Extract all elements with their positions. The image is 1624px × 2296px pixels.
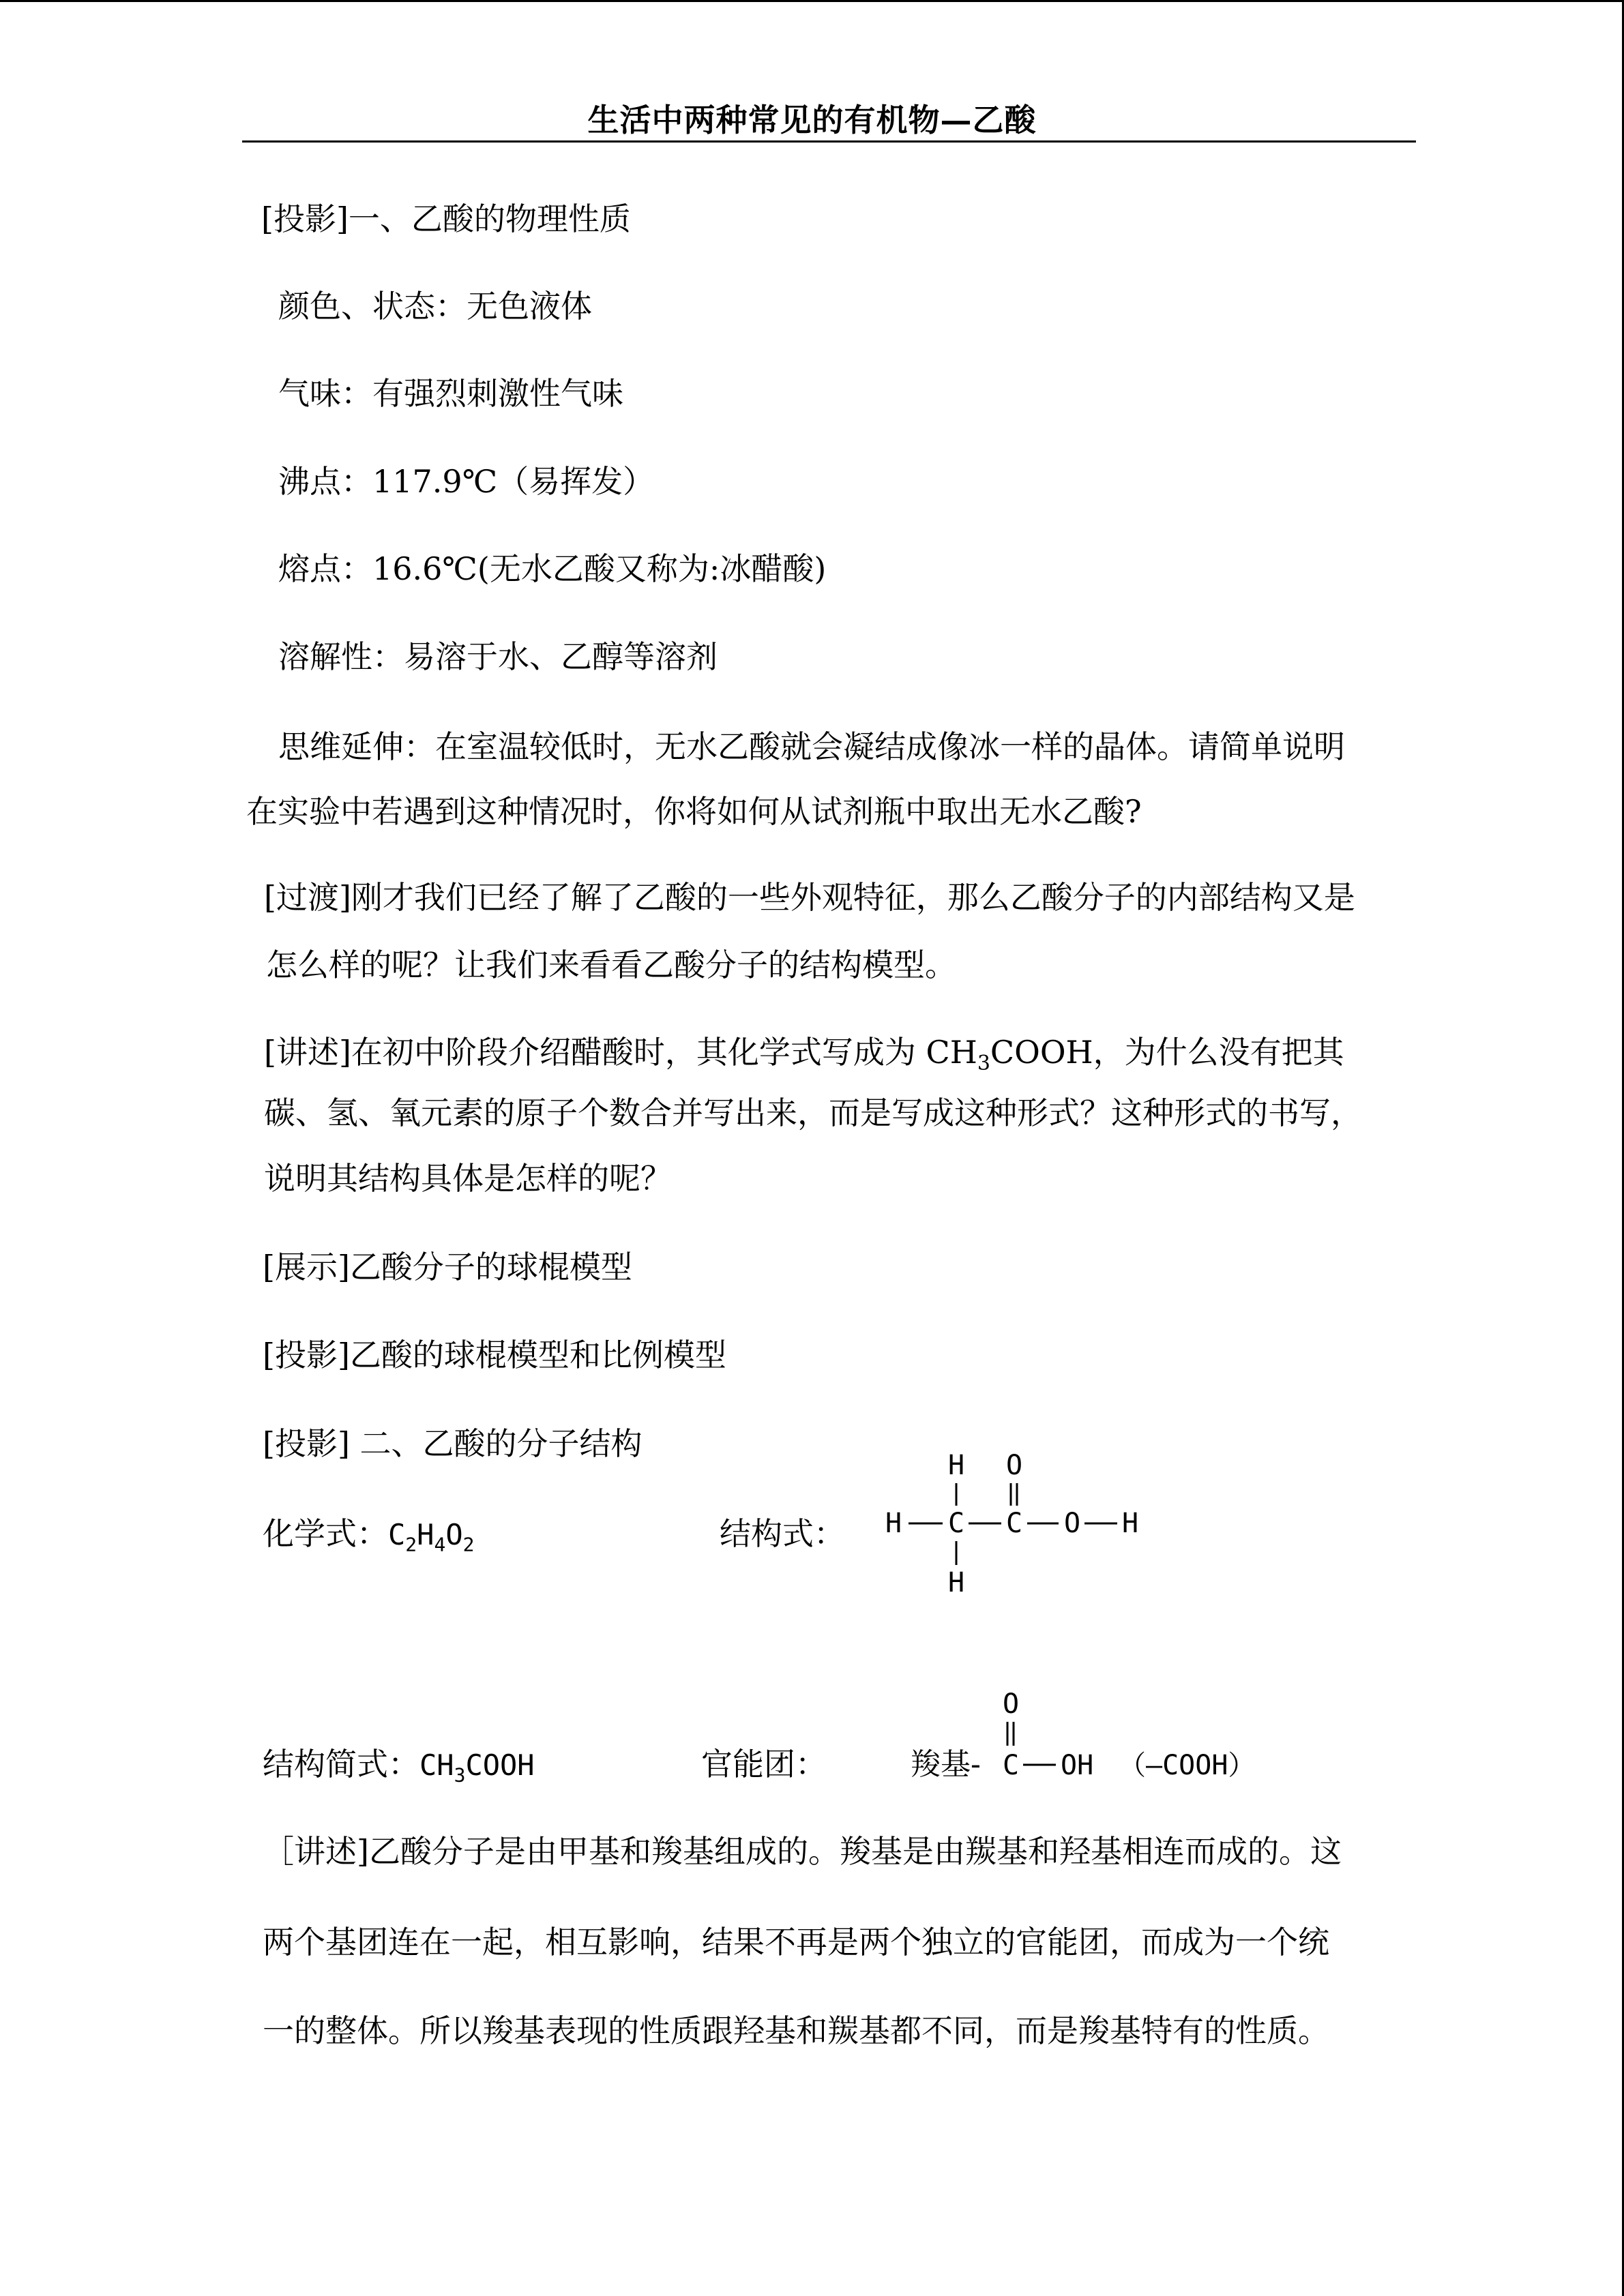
boiling-point-line: 沸点：117.9℃（易挥发） (278, 463, 655, 500)
chemical-formula: $C_2H_4O_2$ (388, 1518, 475, 1556)
simplified-formula-label: 结构简式： (263, 1746, 419, 1783)
thinking-line-2: 在实验中若遇到这种情况时，你将如何从试剂瓶中取出无水乙酸? (246, 793, 1142, 830)
atom-c1: C (948, 1508, 965, 1539)
projection-line: [投影]乙酸的球棍模型和比例模型 (263, 1337, 726, 1373)
section2-heading: [投影] 二、乙酸的分子结构 (263, 1425, 643, 1462)
chemical-formula-line (263, 1515, 475, 1556)
narration2-line-1: ［讲述]乙酸分子是由甲基和羧基组成的。羧基是由羰基和羟基相连而成的。这 (263, 1833, 1342, 1870)
fg-cooh: （—COOH） (1119, 1750, 1256, 1781)
melting-point-line: 熔点：16.6℃(无水乙酸又称为:冰醋酸) (278, 550, 827, 587)
fg-name: 羧基- (911, 1747, 981, 1782)
atom-h-left: H (885, 1508, 902, 1539)
solubility-line: 溶解性：易溶于水、乙醇等溶剂 (278, 638, 718, 675)
narration2-line-3: 一的整体。所以羧基表现的性质跟羟基和羰基都不同，而是羧基特有的性质。 (263, 2012, 1329, 2049)
simplified-formula-line (263, 1748, 535, 1785)
simplified-formula: $CH_3COOH$ (419, 1748, 535, 1787)
color-state-line: 颜色、状态：无色液体 (278, 288, 592, 325)
chemical-formula-label: 化学式： (263, 1515, 388, 1552)
structural-formula-label: 结构式： (720, 1515, 845, 1552)
functional-group-diagram (911, 1684, 1333, 1793)
narration1-line-2: 碳、氢、氧元素的原子个数合并写出来，而是写成这种形式？这种形式的书写， (264, 1094, 1362, 1131)
fg-o-top: O (1003, 1688, 1020, 1720)
narration1-line-1 (264, 1034, 1344, 1076)
functional-group-label: 官能团： (701, 1746, 827, 1783)
atom-h-right: H (1122, 1508, 1139, 1539)
section1-heading: [投影]一、乙酸的物理性质 (261, 200, 631, 237)
page-title: 生活中两种常见的有机物—乙酸 (587, 102, 1037, 138)
narration1-subscript: 3 (977, 1052, 990, 1076)
structural-formula-diagram (880, 1446, 1166, 1609)
transition-line-1: [过渡]刚才我们已经了解了乙酸的一些外观特征，那么乙酸分子的内部结构又是 (264, 879, 1355, 916)
atom-c2: C (1006, 1508, 1023, 1539)
odor-line: 气味：有强烈刺激性气味 (278, 375, 623, 412)
atom-h-bottom: H (948, 1567, 965, 1598)
page-border-top (0, 0, 1624, 2)
fg-c: C (1003, 1750, 1020, 1781)
atom-o-right: O (1064, 1508, 1081, 1539)
narration1-text-b: COOH，为什么没有把其 (990, 1034, 1344, 1071)
thinking-line-1: 思维延伸：在室温较低时，无水乙酸就会凝结成像冰一样的晶体。请简单说明 (278, 728, 1345, 765)
transition-line-2: 怎么样的呢？让我们来看看乙酸分子的结构模型。 (266, 946, 956, 983)
narration2-line-2: 两个基团连在一起，相互影响，结果不再是两个独立的官能团，而成为一个统 (263, 1924, 1329, 1960)
header-divider (242, 140, 1416, 143)
narration1-line-3: 说明其结构具体是怎样的呢？ (264, 1160, 672, 1197)
fg-oh: OH (1061, 1750, 1094, 1781)
display-line: [展示]乙酸分子的球棍模型 (263, 1249, 632, 1285)
narration1-text-a: [讲述]在初中阶段介绍醋酸时，其化学式写成为 CH (264, 1034, 977, 1071)
atom-h-top: H (948, 1450, 965, 1481)
atom-o-top: O (1006, 1450, 1023, 1481)
